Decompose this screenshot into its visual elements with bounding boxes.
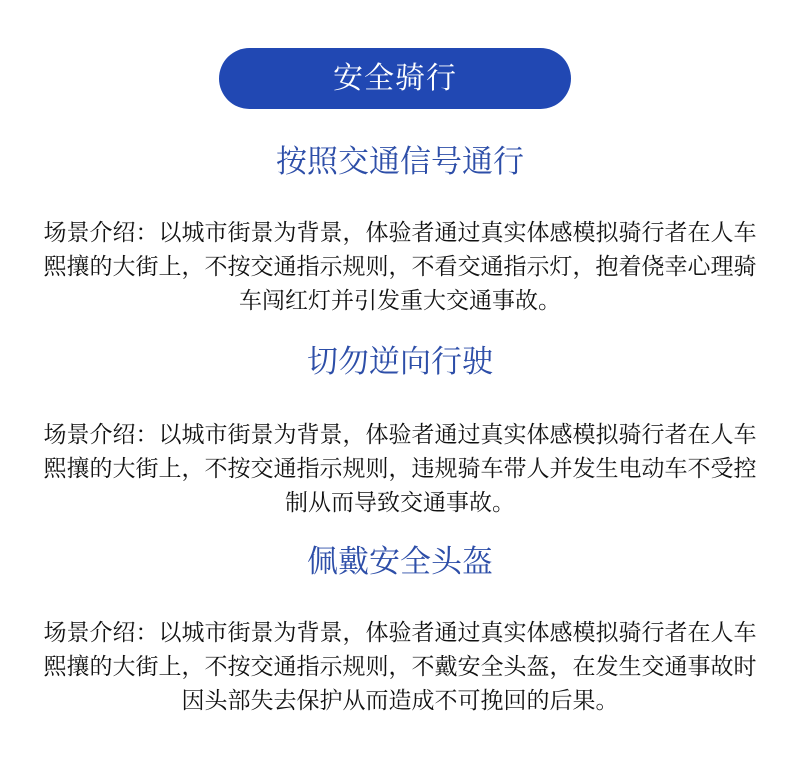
section-description-1: 场景介绍：以城市街景为背景，体验者通过真实体感模拟骑行者在人车熙攘的大街上，不按交通指示规则，不看交通指示灯，抱着侥幸心理骑车闯红灯并引发重大交通事故。 — [43, 220, 757, 314]
section-description-2: 场景介绍：以城市街景为背景，体验者通过真实体感模拟骑行者在人车熙攘的大街上，不按交通指示规则，违规骑车带人并发生电动车不受控制从而导致交通事故。 — [43, 422, 757, 516]
section-heading-3: 佩戴安全头盔 — [307, 544, 493, 580]
title-pill: 安全骑行 — [219, 48, 571, 109]
section-description-3: 场景介绍：以城市街景为背景，体验者通过真实体感模拟骑行者在人车熙攘的大街上，不按交通指示规则，不戴安全头盔，在发生交通事故时因头部失去保护从而造成不可挽回的后果。 — [43, 620, 757, 714]
section-heading-2: 切勿逆向行驶 — [307, 344, 493, 380]
section-heading-1: 按照交通信号通行 — [276, 144, 524, 180]
